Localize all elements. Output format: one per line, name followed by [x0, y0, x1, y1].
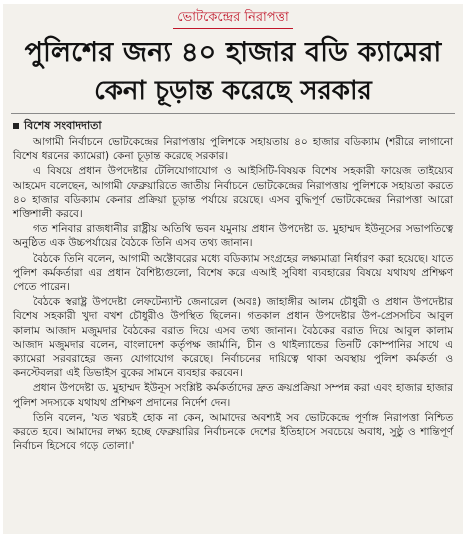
paragraph: বৈঠকে স্বরাষ্ট্র উপদেষ্টা লেফটেন্যান্ট জেনারেল (অবঃ) জাহাঙ্গীর আলম চৌধুরী ও প্রধান উপদেষ্টার বিশেষ সহকারী খুদা বখশ চৌধুরীও উপস্থিত ছিলেন। গতকাল প্রধান উপদেষ্টার উপ-প্রেসসচিব আবুল কালাম আজাদ মজুমদার বৈঠকের বরাত দিয়ে এসব তথ্য জানান। বৈঠকের বরাত দিয়ে আবুল কালাম আজাদ মজুমদার বলেন, বাংলাদেশ কর্তৃপক্ষ জার্মানি, চীন ও থাইল্যান্ডের তিনটি কোম্পানির সাথে এ ক্যামেরা সরবরাহের জন্য যোগাযোগ করেছে। নির্বাচনের দায়িত্বে থাকা অবস্থায় পুলিশ কর্মকর্তা ও কনস্টেবলরা এই ডিভাইস বুকের সামনে ব্যবহার করবেন। [13, 296, 453, 380]
byline-text: বিশেষ সংবাদদাতা [24, 119, 102, 132]
divider [11, 113, 455, 114]
article-body [3, 135, 463, 453]
paragraph: তিনি বলেন, 'যত খরচই হোক না কেন, আমাদের অবশ্যই সব ভোটকেন্দ্রে পূর্ণাঙ্গ নিরাপত্তা নিশ্চিত করতে হবে। আমাদের লক্ষ্য হচ্ছে ফেব্রুয়ারির নির্বাচনকে দেশের ইতিহাসে সবচেয়ে অবাধ, সুষ্ঠু ও শান্তিপূর্ণ নির্বাচন হিসেবে গড়ে তোলা।' [13, 411, 453, 453]
kicker-wrap [3, 6, 463, 29]
square-bullet-icon [13, 123, 19, 129]
paragraph: প্রধান উপদেষ্টা ড. মুহাম্মদ ইউনূস সংশ্লিষ্ট কর্মকর্তাদের দ্রুত ক্রয়প্রক্রিয়া সম্পন্ন করা এবং হাজার হাজার পুলিশ সদস্যকে যথাযথ প্রশিক্ষণ প্রদানের নির্দেশ দেন। [13, 382, 453, 409]
headline-line-2: কেনা চূড়ান্ত করেছে সরকার [94, 76, 372, 106]
paragraph: আগামী নির্বাচনে ভোটকেন্দ্রের নিরাপত্তায় পুলিশকে সহায়তায় ৪০ হাজার বডিক্যাম (শরীরে লাগানো বিশেষ ধরনের ক্যামেরা) কেনা চূড়ান্ত করেছে সরকার। [13, 136, 453, 163]
headline-line-1: পুলিশের জন্য ৪০ হাজার বডি ক্যামেরা [24, 37, 442, 68]
news-clipping [3, 4, 463, 534]
headline [3, 33, 463, 109]
paragraph: বৈঠকে তিনি বলেন, আগামী অক্টোবরের মধ্যে বডিক্যাম সংগ্রহের লক্ষ্যমাত্রা নির্ধারণ করা হয়েছে। যাতে পুলিশ কর্মকর্তারা এর প্রধান বৈশিষ্ট্যগুলো, বিশেষ করে এআই সুবিধা ব্যবহারের বিষয়ে যথাযথ প্রশিক্ষণ পেতে পারেন। [13, 252, 453, 294]
byline [13, 119, 453, 133]
paragraph: গত শনিবার রাজধানীর রাষ্ট্রীয় অতিথি ভবন যমুনায় প্রধান উপদেষ্টা ড. মুহাম্মদ ইউনূসের সভাপতিত্বে অনুষ্ঠিত এক উচ্চপর্যায়ের বৈঠকে তিনি এসব তথ্য জানান। [13, 223, 453, 250]
kicker: ভোটকেন্দ্রের নিরাপত্তা [173, 9, 292, 29]
paragraph: এ বিষয়ে প্রধান উপদেষ্টার টেলিযোগাযোগ ও আইসিটি-বিষয়ক বিশেষ সহকারী ফায়েজ তাইয়্যেব আহমেদ বলেছেন, আগামী ফেব্রুয়ারিতে জাতীয় নির্বাচনে ভোটকেন্দ্রের নিরাপত্তায় পুলিশকে সহায়তা করতে ৪০ হাজার বডিক্যাম কেনার প্রক্রিয়া চূড়ান্ত পর্যায়ে রয়েছে। এসব বুদ্ধিপূর্ণ ভোটকেন্দ্রের নিরাপত্তা আরো শক্তিশালী করবে। [13, 165, 453, 221]
